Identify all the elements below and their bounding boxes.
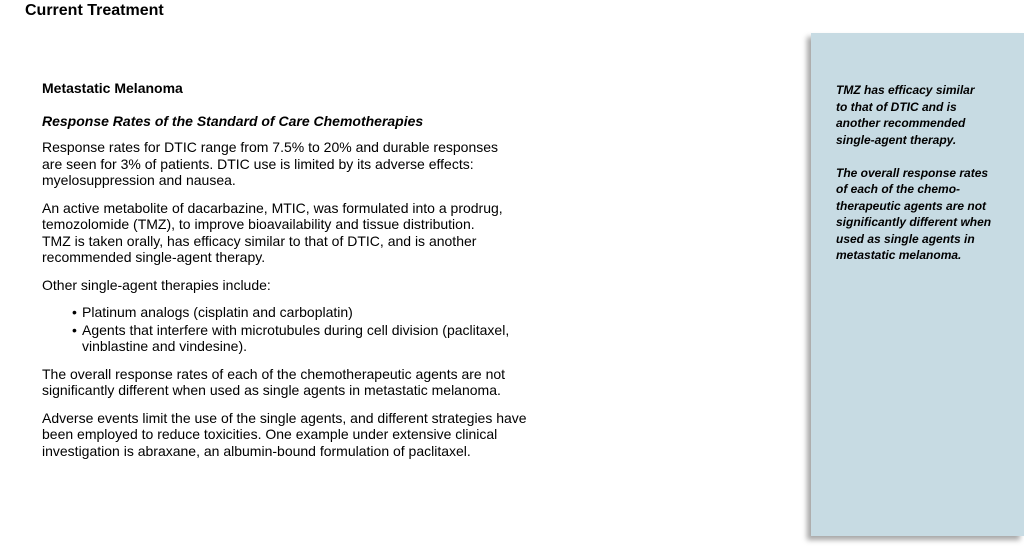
paragraph-line: An active metabolite of dacarbazine, MTIC, was formulated into a prodrug,	[42, 199, 503, 216]
sidebar-line: to that of DTIC and is	[836, 99, 957, 114]
sidebar-line: another recommended	[836, 116, 966, 130]
section-subheading: Response Rates of the Standard of Care Chemotherapies	[42, 112, 424, 129]
sidebar-line: of each of the chemo-	[836, 182, 961, 196]
sidebar-line: single-agent therapy.	[836, 132, 957, 147]
paragraph-line: TMZ is taken orally, has efficacy similar to that of DTIC, and is another	[42, 232, 477, 249]
sidebar-line: The overall response rates	[836, 165, 989, 180]
sidebar-line: therapeutic agents are not	[836, 198, 987, 213]
paragraph-line: Adverse events limit the use of the single agents, and different strategies have	[42, 409, 527, 426]
sidebar-note-tmz	[836, 82, 1016, 148]
paragraph-line: significantly different when used as single agents in metastatic melanoma.	[42, 382, 501, 398]
list-item-line: Agents that interfere with microtubules during cell division (paclitaxel,	[82, 321, 510, 338]
sidebar-line: used as single agents in	[836, 231, 975, 246]
list-item	[72, 322, 542, 355]
paragraph-line: myelosuppression and nausea.	[42, 172, 236, 188]
paragraph-line: been employed to reduce toxicities. One example under extensive clinical	[42, 426, 498, 442]
paragraph-line: are seen for 3% of patients. DTIC use is limited by its adverse effects:	[42, 155, 474, 172]
paragraph-line: Response rates for DTIC range from 7.5% to 20% and durable responses	[42, 139, 499, 155]
paragraph-line: recommended single-agent therapy.	[42, 249, 266, 265]
section-heading: Metastatic Melanoma	[42, 80, 183, 96]
bullet-icon: •	[72, 321, 77, 338]
sidebar-line: significantly different when	[836, 215, 992, 229]
list-item	[72, 304, 542, 321]
sidebar-line: metastatic melanoma.	[836, 248, 962, 262]
main-content	[42, 80, 542, 459]
paragraph-adverse-events	[42, 410, 542, 460]
paragraph-line: The overall response rates of each of the chemotherapeutic agents are not	[42, 365, 506, 382]
therapy-list	[42, 304, 542, 355]
list-item-line: vinblastine and vindesine).	[82, 338, 247, 354]
paragraph-overall-response	[42, 366, 542, 399]
sidebar-text	[836, 82, 1016, 264]
sidebar-callout	[811, 33, 1024, 536]
paragraph-tmz	[42, 200, 542, 266]
paragraph-line: temozolomide (TMZ), to improve bioavailability and tissue distribution.	[42, 216, 475, 232]
sidebar-line: TMZ has efficacy similar	[836, 83, 975, 97]
paragraph-dtic-response	[42, 139, 542, 189]
bullet-icon: •	[72, 304, 77, 320]
paragraph-other-therapies: Other single-agent therapies include:	[42, 276, 271, 293]
sidebar-note-response	[836, 165, 1016, 264]
paragraph-line: investigation is abraxane, an albumin-bound formulation of paclitaxel.	[42, 442, 471, 459]
list-item-line: Platinum analogs (cisplatin and carboplatin)	[82, 304, 353, 320]
page-title: Current Treatment	[25, 2, 164, 19]
